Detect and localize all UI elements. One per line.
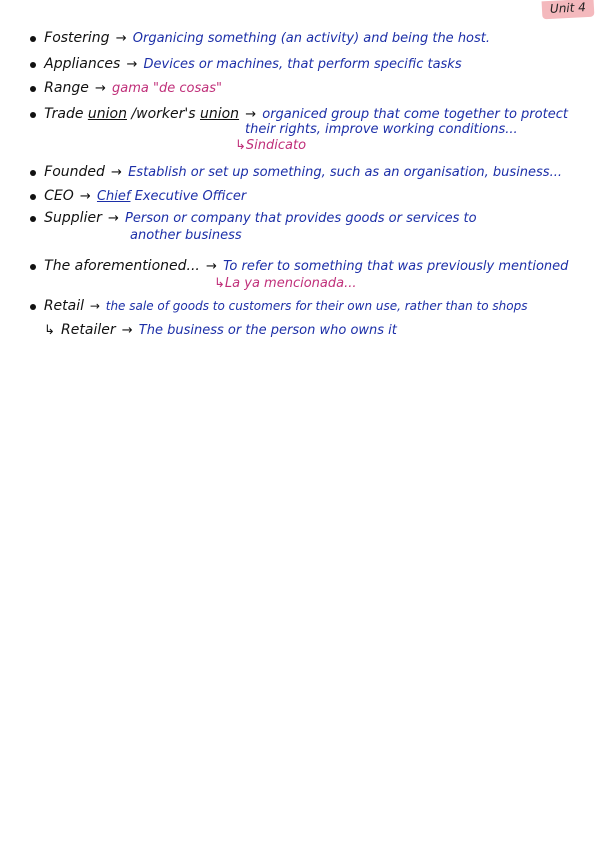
bullet-icon bbox=[30, 216, 36, 222]
term: Appliances bbox=[44, 56, 121, 72]
arrow-icon: → bbox=[206, 259, 217, 274]
arrow-icon: → bbox=[126, 57, 138, 72]
arrow-icon: → bbox=[94, 81, 106, 96]
definition: To refer to something that was previously mentioned bbox=[223, 259, 569, 274]
arrow-icon: → bbox=[111, 165, 122, 180]
entry-range bbox=[30, 80, 222, 96]
definition: Organicing something (an activity) and being the host. bbox=[132, 31, 491, 46]
bullet-icon bbox=[30, 304, 36, 310]
entry-trade-union bbox=[30, 106, 568, 122]
definition: Chief Executive Officer bbox=[96, 189, 247, 204]
bullet-icon bbox=[30, 86, 36, 92]
term: Trade union /worker's union bbox=[44, 106, 240, 122]
arrow-icon: → bbox=[79, 189, 91, 204]
definition-continuation: another business bbox=[130, 228, 242, 243]
arrow-icon: → bbox=[245, 107, 257, 122]
bullet-icon bbox=[30, 170, 36, 176]
entry-fostering bbox=[30, 30, 490, 46]
definition: the sale of goods to customers for their own use, rather than to shops bbox=[105, 299, 528, 313]
term: Retail bbox=[43, 298, 85, 314]
entry-founded bbox=[30, 164, 562, 180]
bullet-icon bbox=[30, 36, 36, 42]
bullet-icon bbox=[30, 112, 36, 118]
translation: gama "de cosas" bbox=[112, 81, 222, 96]
term: Retailer bbox=[61, 322, 116, 338]
term: Range bbox=[44, 80, 89, 96]
definition: Establish or set up something, such as an organisation, business... bbox=[128, 165, 562, 180]
entry-aforementioned bbox=[30, 258, 568, 274]
arrow-icon: → bbox=[115, 31, 127, 46]
definition-continuation: their rights, improve working conditions... bbox=[245, 122, 518, 137]
arrow-icon: → bbox=[121, 323, 133, 338]
hook-arrow-icon: ↳ bbox=[214, 276, 225, 291]
entry-appliances bbox=[30, 56, 462, 72]
arrow-icon: → bbox=[107, 211, 119, 226]
entry-ceo bbox=[30, 188, 246, 204]
term: Founded bbox=[44, 164, 105, 180]
term: The aforementioned... bbox=[44, 258, 200, 274]
hook-arrow-icon: ↳ bbox=[235, 138, 246, 153]
bullet-icon bbox=[30, 62, 36, 68]
bullet-icon bbox=[30, 194, 36, 200]
translation: ↳La ya mencionada... bbox=[214, 276, 357, 291]
entry-supplier bbox=[30, 210, 477, 226]
term: Fostering bbox=[44, 30, 110, 46]
term: CEO bbox=[44, 188, 74, 204]
entry-retail bbox=[30, 298, 527, 314]
translation: ↳Sindicato bbox=[235, 138, 307, 153]
term: Supplier bbox=[44, 210, 102, 226]
bullet-icon bbox=[30, 264, 36, 270]
definition: organiced group that come together to protect bbox=[262, 107, 568, 122]
unit-label: Unit 4 bbox=[542, 0, 595, 19]
entry-retailer bbox=[42, 322, 397, 338]
definition: The business or the person who owns it bbox=[138, 323, 397, 338]
hook-arrow-icon: ↳ bbox=[44, 323, 55, 338]
arrow-icon: → bbox=[89, 299, 100, 313]
definition: Devices or machines, that perform specific tasks bbox=[143, 57, 462, 72]
definition: Person or company that provides goods or services to bbox=[125, 211, 477, 226]
